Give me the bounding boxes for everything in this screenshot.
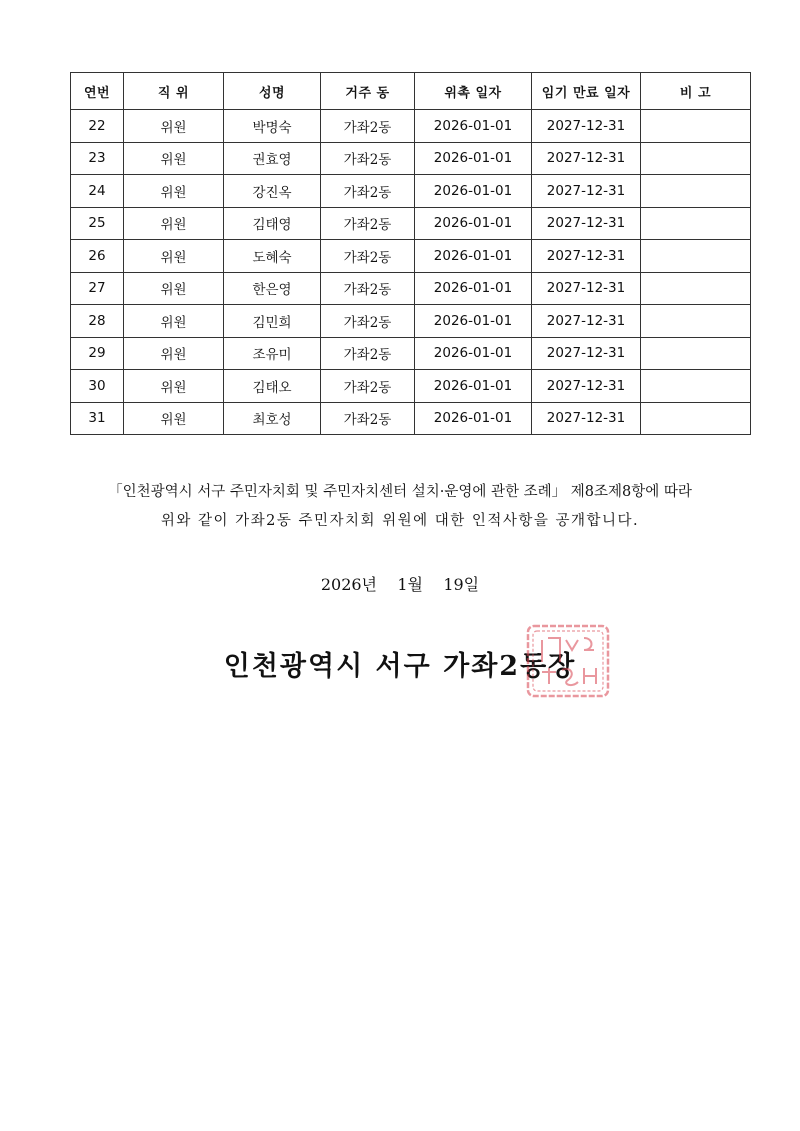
position-cell: 위원 (124, 370, 224, 403)
name-cell: 한은영 (224, 272, 321, 305)
appointed-date-cell: 2026-01-01 (415, 175, 532, 208)
term-end-date-cell: 2027-12-31 (532, 305, 641, 338)
notice-line-2: 위와 같이 가좌2동 주민자치회 위원에 대한 인적사항을 공개합니다. (160, 513, 640, 529)
table-row (71, 370, 751, 403)
table-row (71, 402, 751, 435)
position-cell: 위원 (124, 337, 224, 370)
note-cell (641, 402, 751, 435)
note-cell (641, 175, 751, 208)
dong-cell: 가좌2동 (321, 175, 415, 208)
row-number: 30 (71, 370, 124, 403)
column-header: 비 고 (641, 73, 751, 110)
term-end-date-cell: 2027-12-31 (532, 402, 641, 435)
note-cell (641, 370, 751, 403)
term-end-date-cell: 2027-12-31 (532, 337, 641, 370)
appointed-date-cell: 2026-01-01 (415, 402, 532, 435)
row-number: 31 (71, 402, 124, 435)
name-cell: 김민희 (224, 305, 321, 338)
name-cell: 최호성 (224, 402, 321, 435)
appointed-date-cell: 2026-01-01 (415, 142, 532, 175)
dong-cell: 가좌2동 (321, 240, 415, 273)
name-cell: 강진옥 (224, 175, 321, 208)
position-cell: 위원 (124, 207, 224, 240)
name-cell: 김태영 (224, 207, 321, 240)
table-row (71, 175, 751, 208)
column-header: 위촉 일자 (415, 73, 532, 110)
notice-line-1: 「인천광역시 서구 주민자치회 및 주민자치센터 설치·운영에 관한 조례」 제8조제8항에 따라 (108, 484, 692, 500)
term-end-date-cell: 2027-12-31 (532, 175, 641, 208)
column-header: 성명 (224, 73, 321, 110)
issuing-authority: 인천광역시 서구 가좌2동장 (223, 651, 577, 682)
note-cell (641, 337, 751, 370)
appointed-date-cell: 2026-01-01 (415, 337, 532, 370)
term-end-date-cell: 2027-12-31 (532, 370, 641, 403)
dong-cell: 가좌2동 (321, 337, 415, 370)
table-row (71, 142, 751, 175)
table-row (71, 272, 751, 305)
term-end-date-cell: 2027-12-31 (532, 142, 641, 175)
row-number: 24 (71, 175, 124, 208)
dong-cell: 가좌2동 (321, 207, 415, 240)
row-number: 25 (71, 207, 124, 240)
appointed-date-cell: 2026-01-01 (415, 370, 532, 403)
member-table (70, 72, 751, 435)
dong-cell: 가좌2동 (321, 370, 415, 403)
appointed-date-cell: 2026-01-01 (415, 110, 532, 143)
term-end-date-cell: 2027-12-31 (532, 272, 641, 305)
dong-cell: 가좌2동 (321, 142, 415, 175)
name-cell: 권효영 (224, 142, 321, 175)
note-cell (641, 142, 751, 175)
name-cell: 조유미 (224, 337, 321, 370)
column-header: 연번 (71, 73, 124, 110)
appointed-date-cell: 2026-01-01 (415, 240, 532, 273)
dong-cell: 가좌2동 (321, 402, 415, 435)
note-cell (641, 240, 751, 273)
note-cell (641, 272, 751, 305)
official-seal-stamp (522, 620, 614, 702)
note-cell (641, 207, 751, 240)
dong-cell: 가좌2동 (321, 305, 415, 338)
row-number: 26 (71, 240, 124, 273)
note-cell (641, 305, 751, 338)
position-cell: 위원 (124, 402, 224, 435)
column-header: 직 위 (124, 73, 224, 110)
term-end-date-cell: 2027-12-31 (532, 207, 641, 240)
appointed-date-cell: 2026-01-01 (415, 207, 532, 240)
table-header-row (71, 73, 751, 110)
name-cell: 김태오 (224, 370, 321, 403)
position-cell: 위원 (124, 175, 224, 208)
position-cell: 위원 (124, 142, 224, 175)
issue-date: 2026년 1월 19일 (320, 575, 480, 594)
row-number: 23 (71, 142, 124, 175)
appointed-date-cell: 2026-01-01 (415, 272, 532, 305)
row-number: 29 (71, 337, 124, 370)
position-cell: 위원 (124, 240, 224, 273)
row-number: 27 (71, 272, 124, 305)
table-row (71, 305, 751, 338)
term-end-date-cell: 2027-12-31 (532, 240, 641, 273)
table-row (71, 207, 751, 240)
table-row (71, 337, 751, 370)
note-cell (641, 110, 751, 143)
table-row (71, 110, 751, 143)
column-header: 임기 만료 일자 (532, 73, 641, 110)
name-cell: 박명숙 (224, 110, 321, 143)
row-number: 28 (71, 305, 124, 338)
position-cell: 위원 (124, 305, 224, 338)
column-header: 거주 동 (321, 73, 415, 110)
dong-cell: 가좌2동 (321, 110, 415, 143)
table-row (71, 240, 751, 273)
term-end-date-cell: 2027-12-31 (532, 110, 641, 143)
position-cell: 위원 (124, 272, 224, 305)
dong-cell: 가좌2동 (321, 272, 415, 305)
table-body (71, 110, 751, 435)
name-cell: 도혜숙 (224, 240, 321, 273)
row-number: 22 (71, 110, 124, 143)
appointed-date-cell: 2026-01-01 (415, 305, 532, 338)
position-cell: 위원 (124, 110, 224, 143)
